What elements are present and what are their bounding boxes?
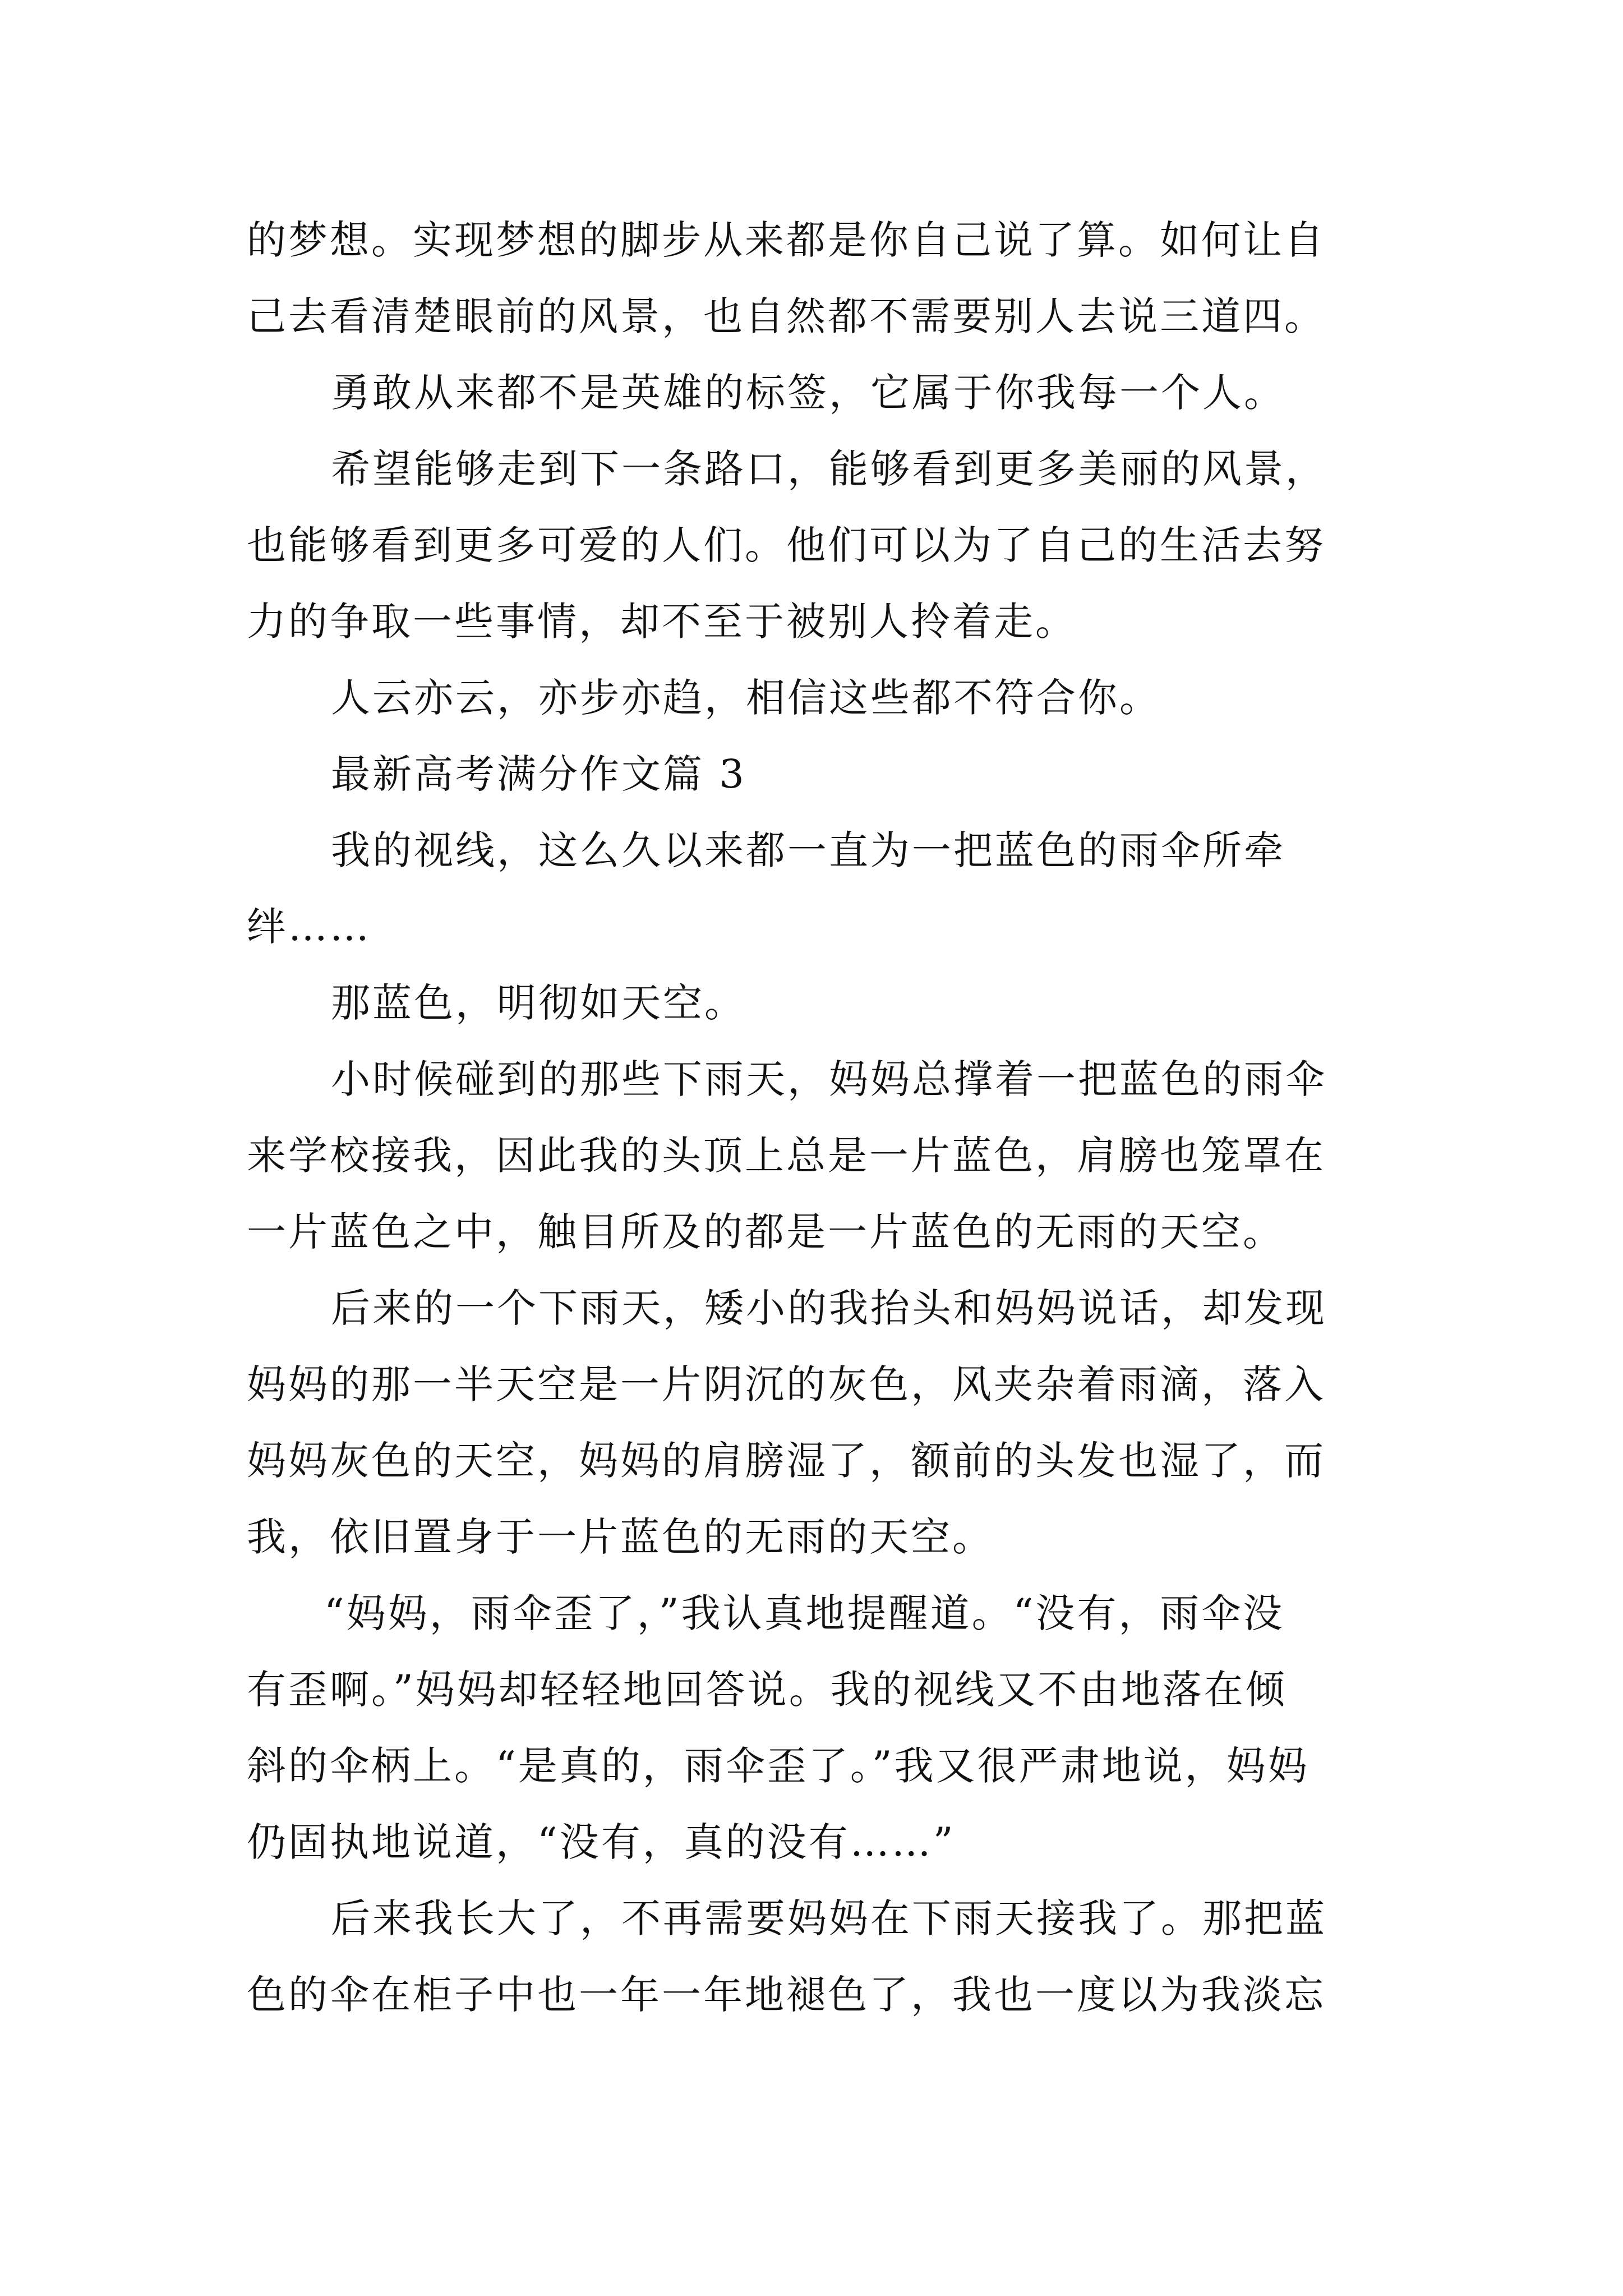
text-line: 来学校接我，因此我的头顶上总是一片蓝色，肩膀也笼罩在	[247, 1133, 1326, 1179]
text-line: 一片蓝色之中，触目所及的都是一片蓝色的无雨的天空。	[247, 1209, 1284, 1255]
text-line: 斜的伞柄上。“是真的，雨伞歪了。”我又很严肃地说，妈妈	[247, 1743, 1310, 1789]
paragraph-line: 小时候碰到的那些下雨天，妈妈总撑着一把蓝色的雨伞	[331, 1056, 1327, 1102]
text-line: 也能够看到更多可爱的人们。他们可以为了自己的生活去努	[247, 522, 1326, 568]
paragraph-line: 那蓝色，明彻如天空。	[331, 980, 746, 1026]
paragraph-line: 人云亦云，亦步亦趋，相信这些都不符合你。	[331, 675, 1161, 721]
paragraph-line: 后来的一个下雨天，矮小的我抬头和妈妈说话，却发现	[331, 1285, 1327, 1331]
text-line: 妈妈灰色的天空，妈妈的肩膀湿了，额前的头发也湿了，而	[247, 1438, 1326, 1484]
text-line: 我，依旧置身于一片蓝色的无雨的天空。	[247, 1514, 994, 1560]
text-line: 仍固执地说道，“没有，真的没有……”	[247, 1819, 956, 1865]
text-line: 的梦想。实现梦想的脚步从来都是你自己说了算。如何让自	[247, 217, 1326, 263]
paragraph-line: “妈妈，雨伞歪了，”我认真地提醒道。“没有，雨伞没	[324, 1590, 1285, 1636]
text-line: 色的伞在柜子中也一年一年地褪色了，我也一度以为我淡忘	[247, 1972, 1326, 2018]
text-line: 妈妈的那一半天空是一片阴沉的灰色，风夹杂着雨滴，落入	[247, 1361, 1326, 1407]
paragraph-line: 后来我长大了，不再需要妈妈在下雨天接我了。那把蓝	[331, 1895, 1327, 1941]
section-heading: 最新高考满分作文篇 3	[331, 751, 746, 797]
paragraph-line: 希望能够走到下一条路口，能够看到更多美丽的风景，	[331, 446, 1327, 492]
text-line: 力的争取一些事情，却不至于被别人拎着走。	[247, 599, 1077, 645]
text-line: 绊……	[247, 904, 371, 950]
text-line: 己去看清楚眼前的风景，也自然都不需要别人去说三道四。	[247, 293, 1326, 339]
document-page	[247, 202, 1391, 2033]
paragraph-line: 我的视线，这么久以来都一直为一把蓝色的雨伞所牵	[331, 827, 1285, 873]
text-line: 有歪啊。”妈妈却轻轻地回答说。我的视线又不由地落在倾	[247, 1667, 1287, 1713]
paragraph-line: 勇敢从来都不是英雄的标签，它属于你我每一个人。	[331, 370, 1285, 416]
